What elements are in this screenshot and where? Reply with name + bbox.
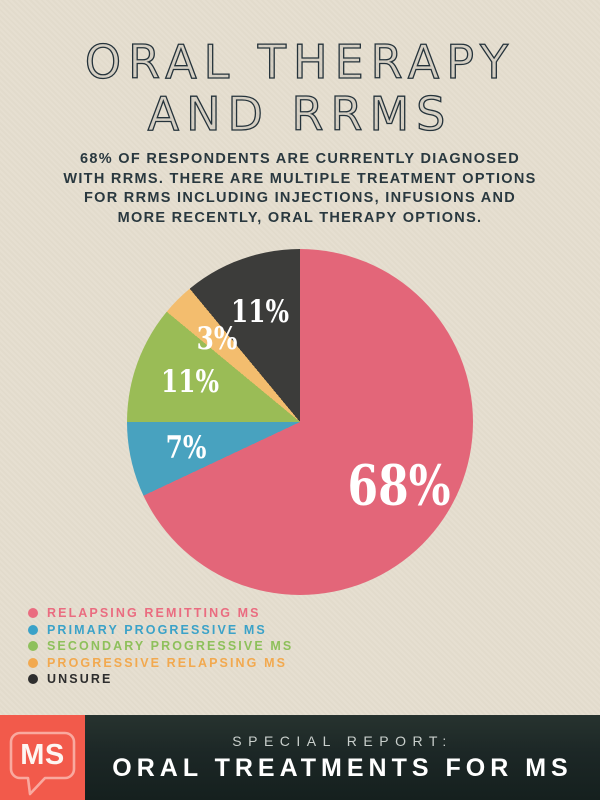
chart-legend: [28, 605, 293, 688]
legend-item: [28, 605, 293, 622]
intro-line: 68% OF RESPONDENTS ARE CURRENTLY DIAGNOSED: [80, 151, 520, 167]
legend-item: [28, 638, 293, 655]
pie-slice-label: 68%: [347, 452, 451, 518]
legend-dot: [28, 674, 38, 684]
intro-line: MORE RECENTLY, ORAL THERAPY OPTIONS.: [117, 209, 483, 226]
legend-label: SECONDARY PROGRESSIVE MS: [47, 639, 294, 654]
legend-item: [28, 671, 293, 688]
legend-item: [28, 655, 293, 672]
footer-bar: [0, 715, 600, 800]
intro-text: [20, 150, 580, 228]
legend-label: RELAPSING REMITTING MS: [47, 606, 261, 621]
pie-slice-label: 7%: [165, 429, 207, 466]
pie-slice-label: 11%: [231, 293, 290, 330]
title-line-1: ORAL THERAPY: [84, 35, 516, 89]
legend-dot: [28, 658, 38, 668]
legend-label: PRIMARY PROGRESSIVE MS: [47, 622, 267, 637]
legend-label: PROGRESSIVE RELAPSING MS: [47, 655, 288, 670]
pie-slice-label: 11%: [160, 364, 219, 401]
legend-dot: [28, 625, 38, 635]
footer-text: [85, 715, 600, 800]
legend-label: UNSURE: [47, 672, 113, 687]
title-line-2: AND RRMS: [147, 87, 453, 141]
footer-title: ORAL TREATMENTS FOR MS: [112, 753, 573, 782]
footer-kicker: SPECIAL REPORT:: [232, 732, 453, 749]
pie-slice-label: 3%: [196, 321, 238, 358]
intro-line: WITH RRMS. THERE ARE MULTIPLE TREATMENT OPTIONS: [63, 170, 537, 187]
legend-item: [28, 622, 293, 639]
legend-dot: [28, 608, 38, 618]
page-title: [0, 36, 600, 140]
legend-dot: [28, 641, 38, 651]
ms-logo-text: MS: [20, 739, 65, 771]
intro-line: FOR RRMS INCLUDING INJECTIONS, INFUSIONS AND: [83, 190, 517, 206]
pie-chart: [127, 249, 473, 595]
pie-chart-area: [127, 249, 473, 595]
ms-logo: [0, 715, 85, 800]
